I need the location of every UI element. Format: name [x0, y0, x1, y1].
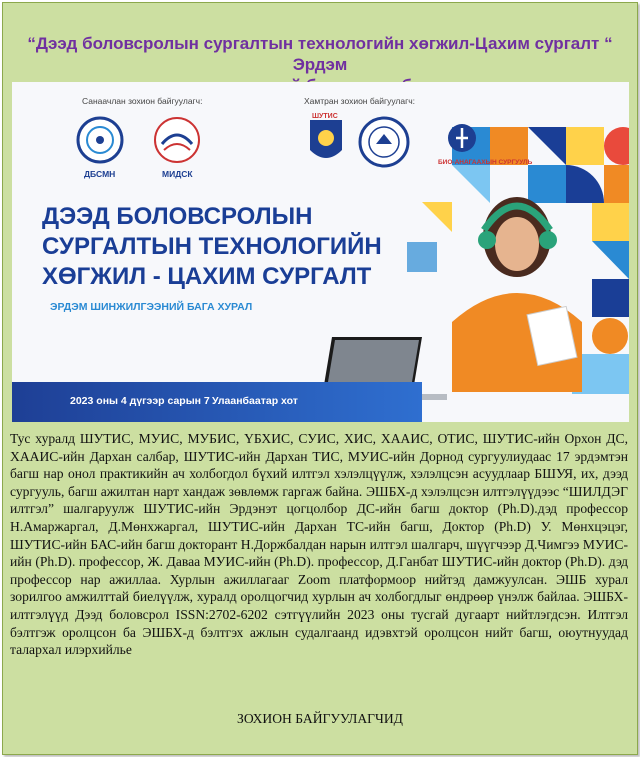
co-organizer-label: Хамтран зохион байгуулагч:	[304, 96, 415, 106]
midsk-label: МИДСК	[162, 169, 193, 179]
dbsmn-logo	[78, 118, 122, 162]
event-date: 2023 оны 4 дүгээр сарын 7	[70, 395, 210, 407]
banner-subtitle: ЭРДЭМ ШИНЖИЛГЭЭНИЙ БАГА ХУРАЛ	[50, 301, 253, 313]
dbsmn-label: ДБСМН	[84, 169, 116, 179]
midsk-logo	[155, 118, 199, 162]
organizer-label: Санаачлан зохион байгуулагч:	[82, 96, 203, 106]
bio-label: БИО-АНАГААХЫН СУРГУУЛЬ	[438, 159, 533, 166]
article-signature: ЗОХИОН БАЙГУУЛАГЧИД	[237, 711, 403, 726]
bio-medical-logo	[448, 124, 476, 152]
shutis-logo-text: ШУТИС	[312, 113, 338, 120]
event-place: Улаанбаатар хот	[212, 395, 298, 407]
event-banner-image	[12, 82, 629, 422]
shutis-logo	[310, 113, 342, 158]
headline-line-2: СУРГАЛТЫН ТЕХНОЛОГИЙН	[42, 233, 382, 260]
university-seal-logo	[360, 118, 408, 166]
banner-graphic	[12, 82, 629, 422]
title-line-1: “Дээд боловсролын сургалтын технологийн хөгжил-Цахим сургалт “ Эрдэм	[27, 34, 613, 74]
article-body: Тус хуралд ШУТИС, МУИС, МУБИС, ҮБХИС, СУИС, ХИС, ХААИС, ОТИС, ШУТИС-ийн Орхон ДС, ХААИС-ийн Дархан салбар, ШУТИС-ийн Дархан ТИС, МУИС-ийн Дорнод сургуулиудаас 17 эрдэмтэн багш нар онол практикийн ач холбогдол бүхий илтгэл хэлэлцүүлж, хэлэлцсэн асуудлаар БШУЯ, их, дээд сургууль, багш ажилтан нарт хандаж зөвлөмж гаргаж байна. ЭШБХ-д хэлэлцсэн илтгэлүүдээс “ШИЛДЭГ илтгэл” шалгаруулж ШУТИС-ийн Эрдэнэт цогцолбор ДС-ийн багш доктор (Ph.D).дэд профессор Н.Амаржаргал, Д.Мөнхжаргал, ШУТИС-ийн Дархан ТС-ийн багш, Доктор (Ph.D) У. Мөнхцэцэг, ШУТИС-ийн БАС-ийн багш докторант Н.Доржбалдан нарын илтгэл шалгарч, шүүгчээр Д.Чимгээ МУИС-ийн (Ph.D). профессор, Ж. Даваа МУИС-ийн (Ph.D). профессор, Д.Ганбат ШУТИС-ийн доктор (Ph.D). дэд профессор нар ажиллаа. Хурлын ажиллагааг Zoom платформоор нийтэд дамжуулсан. ЭШБ хурал зорилгоо амжилттай биелүүлж, хуралд оролцогчид хурлын ач холбогдлыг өндрөөр үнэлж байлаа. ЭШБХ- илтгэлүүд Дээд боловсрол ISSN:2702-6202 сэтгүүлийн 2023 оны тусгай дугаарт нийтлэгдсэн. Илтгэл бэлтгэж оролцсон ба ЭШБХ-д бэлтгэх ажлын судалгаанд идэвхтэй оролцсон нийт багш, оюутнуудад талархал илэрхийлье	[10, 431, 628, 658]
headline-line-3: ХӨГЖИЛ - ЦАХИМ СУРГАЛТ	[42, 263, 372, 290]
headline-line-1: ДЭЭД БОЛОВСРОЛЫН	[42, 203, 313, 230]
